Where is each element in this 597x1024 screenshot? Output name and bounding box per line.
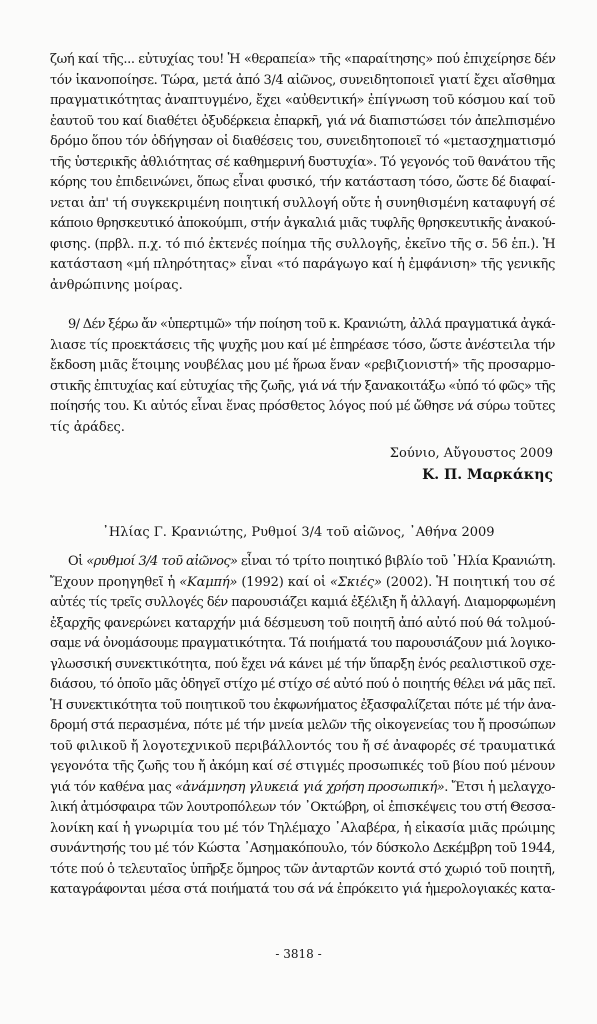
text-segment: γλωσσική συνεκτικότητα, πού ἔχει νά κάνει μέ τήν ὕπαρξη ἑνός ρεαλιστικοῦ σχε- bbox=[50, 656, 556, 672]
italic-title: «Καμπή» bbox=[179, 574, 238, 590]
text-line: ποίησής του. Κι αὐτός εἶναι ἕνας πρόσθετος λόγος πού μέ ὤθησε νά σύρω τοῦτες bbox=[50, 399, 556, 414]
text-segment: τοῦ φιλικοῦ ἤ λογοτεχνικοῦ περιβάλλοντός του ἤ σέ ἀναφορές σέ τραυματικά bbox=[50, 738, 556, 754]
text-segment: αὐτές τίς τρεῖς συλλογές δέν παρουσιάζει καμιά ἐξέλιξη ἤ ἀλλαγή. Διαμορφωμένη bbox=[50, 595, 556, 610]
text-line: κάποιο θρησκευτικό ἀποκούμπι, στήν ἀγκαλιά μιᾶς τυφλῆς θρησκευτικῆς ἀνακού- bbox=[50, 216, 556, 231]
text-line: τῆς ὑστερικῆς ἀθλιότητας σέ καθημερινή δυστυχία». Τό γεγονός τοῦ θανάτου τῆς bbox=[50, 154, 555, 170]
text-segment: τότε πού ὁ τελευταῖος ὑπῆρξε ὅμηρος τῶν ἀνταρτῶν κοντά στό χωριό τοῦ ποιητῆ, bbox=[50, 861, 555, 877]
review-heading: ᾿Ηλίας Γ. Κρανιώτης, Ρυθμοί 3/4 τοῦ αἰῶνος, ᾿Αθήνα 2009 bbox=[102, 525, 495, 540]
text-segment: ἐξαρχῆς φανερώνει καταρχήν μιά δέσμευση τοῦ ποιητῆ ἀπό αὐτό πού θά τολμού- bbox=[50, 615, 555, 631]
text-segment: . Ἔτσι ἡ μελαγχο- bbox=[444, 779, 556, 795]
text-line: πραγματικότητας ἀναπτυγμένο, ἔχει «αὐθεντική» ἐπίγνωση τοῦ κόσμου καί τοῦ bbox=[50, 93, 555, 108]
italic-title: «Σκιές» bbox=[329, 574, 382, 590]
text-segment: γεγονότα τῆς ζωῆς του ἤ ἀκόμη καί σέ στιγμές προσωπικές τοῦ βίου πού μένουν bbox=[50, 759, 555, 774]
text-line bbox=[50, 880, 555, 901]
text-line: 9/ Δέν ξέρω ἄν «ὑπερτιμῶ» τήν ποίηση τοῦ κ. Κρανιώτη, ἀλλά πραγματικά ἀγκά- bbox=[68, 317, 556, 332]
text-line bbox=[50, 614, 555, 635]
text-line bbox=[50, 860, 555, 881]
text-line: ἑαυτοῦ του καί διαθέτει ὀξυδέρκεια ἐπαρκῆ, γιά νά διαπιστώσει τόν ἀπελπισμένο bbox=[50, 113, 555, 129]
page-number: - 3818 - bbox=[275, 947, 322, 961]
text-segment: Ἡ συνεκτικότητα τοῦ ποιητικοῦ του ἐκφωνήματος ἐξασφαλίζεται πότε μέ τήν ἀνα- bbox=[50, 697, 556, 713]
text-line: ἔκδοση μιᾶς ἕτοιμης νουβέλας μου μέ ἥρωα ἕναν «ρεβιζιονιστή» τῆς προσαρμο- bbox=[50, 358, 555, 373]
text-line bbox=[50, 573, 555, 594]
paragraph-continued bbox=[50, 50, 555, 296]
review-body bbox=[50, 552, 555, 901]
text-line bbox=[50, 757, 555, 778]
text-line bbox=[50, 655, 555, 676]
text-segment: λονίκη καί ἡ γνωριμία του μέ τόν Τηλέμαχο ᾿Αλαβέρα, ἡ εἰκασία μιᾶς πρώιμης bbox=[50, 820, 556, 836]
text-segment: δρομή στά περασμένα, πότε μέ τήν μνεία μελῶν τῆς οἰκογενείας του ἤ προσώπων bbox=[50, 718, 556, 733]
italic-title: «ρυθμοί 3/4 τοῦ αἰῶνος» bbox=[86, 554, 238, 569]
text-line bbox=[50, 778, 555, 799]
text-line bbox=[50, 839, 555, 860]
text-line: ἀνθρώπινης μοίρας. bbox=[50, 277, 183, 293]
text-line: τίς ἀράδες. bbox=[50, 419, 125, 435]
signature-place-date: Σούνιο, Αὔγουστος 2009 bbox=[389, 446, 553, 461]
text-line bbox=[50, 552, 555, 573]
signature-author: Κ. Π. Μαρκάκης bbox=[422, 467, 553, 483]
text-segment: σαμε νά ὀνομάσουμε πραγματικότητα. Τά ποιήματά του παρουσιάζουν μιά λογικο- bbox=[50, 636, 556, 651]
text-segment: Οἱ bbox=[68, 554, 87, 569]
paragraph-9 bbox=[50, 315, 555, 438]
text-line bbox=[50, 675, 555, 696]
text-segment: καταγράφονται μέσα στά ποιήματά του σά νά ἐπρόκειτο γιά ἡμερολογιακές κατα- bbox=[50, 882, 555, 897]
text-line bbox=[50, 819, 555, 840]
text-line bbox=[50, 593, 555, 614]
text-line: κατάσταση «μή πληρότητας» εἶναι «τό παράγωγο καί ἡ ἐμφάνιση» τῆς γενικῆς bbox=[50, 257, 556, 272]
text-line bbox=[50, 716, 555, 737]
text-segment: Ἔχουν προηγηθεῖ ἡ bbox=[50, 574, 180, 590]
text-line: στικῆς ἐπιτυχίας καί εὐτυχίας τῆς ζωῆς, γιά νά τήν ξανακοιτάξω «ὑπό τό φῶς» τῆς bbox=[50, 378, 555, 394]
text-line: δρόμο ὅπου τόν ὁδήγησαν οἱ διαθέσεις του, συνειδητοποιεῖ τό «μετασχηματισμό bbox=[50, 134, 556, 149]
text-segment: εἶναι τό τρίτο ποιητικό βιβλίο τοῦ ᾿Ηλία Κρανιώτη. bbox=[237, 554, 556, 569]
text-line: λιασε τίς προεκτάσεις τῆς ψυχῆς μου καί μέ ἐπηρέασε τόσο, ὥστε ἀνέστειλα τήν bbox=[50, 337, 555, 353]
text-segment: διάσου, τό ὁποῖο μᾶς ὁδηγεῖ στίχο μέ στίχο σέ αὐτό πού ὁ ποιητής θέλει νά μᾶς πεῖ. bbox=[50, 677, 556, 692]
text-line bbox=[50, 798, 555, 819]
text-line: ζωή καί τῆς... εὐτυχίας του! Ἡ «θεραπεία» τῆς «παραίτησης» πού ἐπιχείρησε δέν bbox=[50, 52, 556, 67]
italic-title: «ἀνάμνηση γλυκειά γιά χρήση προσωπική» bbox=[174, 779, 445, 795]
text-segment: γιά τόν καθένα μας bbox=[50, 779, 175, 795]
text-line: νεται ἀπ' τή συγκεκριμένη ποιητική συλλογή οὔτε ἡ συνηθισμένη καταφυγή σέ bbox=[50, 195, 555, 211]
text-segment: (2002). Ἡ ποιητική του σέ bbox=[381, 574, 555, 590]
text-segment: συνάντησής του μέ τόν Κώστα ᾿Ασημακόπουλο, τόν δύσκολο Δεκέμβρη τοῦ 1944, bbox=[50, 841, 556, 856]
text-line: φισης. (πρβλ. π.χ. τό πιό ἐκτενές ποίημα τῆς συλλογῆς, ἐκεῖνο τῆς σ. 56 ἑπ.). Ἡ bbox=[50, 236, 556, 252]
text-line bbox=[50, 737, 555, 758]
text-segment: λική ἀτμόσφαιρα τῶν λουτροπόλεων τόν ᾿Οκτώβρη, οἱ ἐπισκέψεις του στή Θεσσα- bbox=[50, 800, 556, 815]
text-line: τόν ἱκανοποίησε. Τώρα, μετά ἀπό 3/4 αἰῶνος, συνειδητοποιεῖ γιατί ἔχει αἴσθημα bbox=[50, 72, 556, 88]
text-line: κόρης του ἐπιδεινώνει, ὅπως εἶναι φυσικό, τήν κατάσταση τόσο, ὥστε δέ διαφαί- bbox=[50, 175, 555, 190]
text-segment: (1992) καί οἱ bbox=[237, 574, 330, 590]
text-line bbox=[50, 634, 555, 655]
text-line bbox=[50, 696, 555, 717]
